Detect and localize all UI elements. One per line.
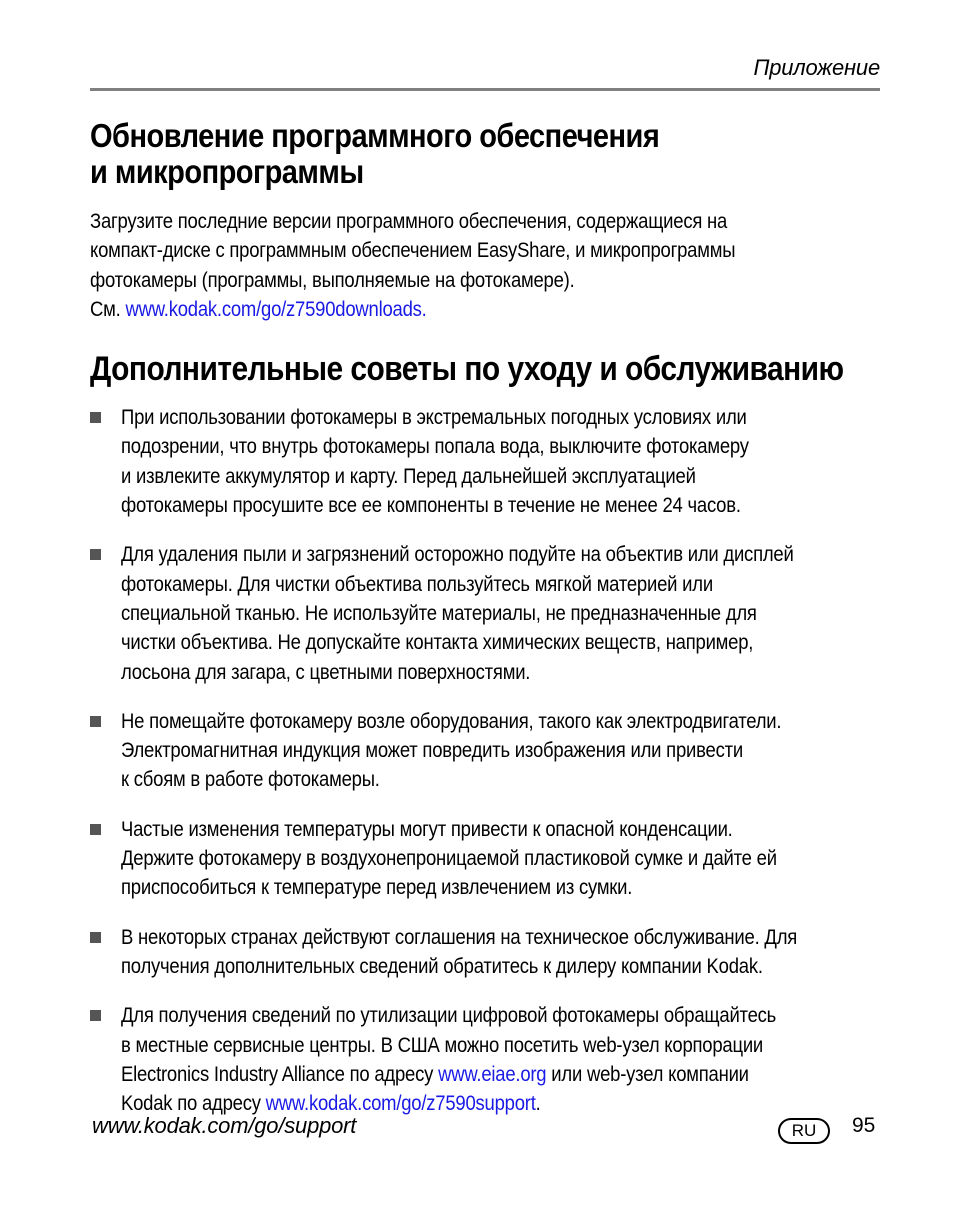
item-line: или web-узел компании bbox=[551, 1062, 749, 1086]
footer-url: www.kodak.com/go/support bbox=[92, 1113, 357, 1138]
section-title-software-update bbox=[90, 118, 706, 190]
item-line: лосьона для загара, с цветными поверхностями. bbox=[121, 660, 531, 684]
square-bullet-icon bbox=[90, 932, 101, 943]
see-label: См. bbox=[90, 297, 121, 321]
paragraph-line: фотокамеры (программы, выполняемые на фотокамере). bbox=[90, 268, 575, 292]
square-bullet-icon bbox=[90, 412, 101, 423]
item-line: Для получения сведений по утилизации цифровой фотокамеры обращайтесь bbox=[121, 1004, 777, 1028]
item-line: Электромагнитная индукция может повредить изображения или привести bbox=[121, 739, 743, 763]
item-line: Держите фотокамеру в воздухонепроницаемой пластиковой сумке и дайте ей bbox=[121, 847, 777, 871]
paragraph-line: Загрузите последние версии программного обеспечения, содержащиеся на bbox=[90, 210, 728, 233]
item-line: При использовании фотокамеры в экстремальных погодных условиях или bbox=[121, 406, 747, 430]
item-line: В некоторых странах действуют соглашения на техническое обслуживание. Для bbox=[121, 925, 798, 949]
software-update-paragraph bbox=[90, 207, 880, 324]
running-header: Приложение bbox=[753, 55, 880, 80]
item-line: фотокамеры просушите все ее компоненты в течение не менее 24 часов. bbox=[121, 494, 741, 518]
care-tips-list bbox=[90, 403, 880, 1118]
page-content bbox=[90, 118, 880, 1138]
item-line: Частые изменения температуры могут привести к опасной конденсации. bbox=[121, 817, 733, 841]
list-item bbox=[90, 923, 880, 982]
list-item bbox=[90, 707, 880, 795]
item-line-end: . bbox=[535, 1092, 541, 1116]
title-line: и микропрограммы bbox=[90, 153, 364, 190]
header-rule bbox=[90, 88, 880, 91]
list-item bbox=[90, 403, 880, 520]
item-line: приспособиться к температуре перед извлечением из сумки. bbox=[121, 876, 633, 900]
square-bullet-icon bbox=[90, 1010, 101, 1021]
downloads-link[interactable]: www.kodak.com/go/z7590downloads. bbox=[125, 297, 427, 321]
list-item bbox=[90, 1001, 880, 1118]
item-line: Не помещайте фотокамеру возле оборудования, такого как электродвигатели. bbox=[121, 709, 782, 733]
page-number: 95 bbox=[852, 1114, 876, 1137]
item-line: подозрении, что внутрь фотокамеры попала вода, выключите фотокамеру bbox=[121, 435, 749, 459]
item-line: чистки объектива. Не допускайте контакта химических веществ, например, bbox=[121, 631, 754, 655]
item-line: получения дополнительных сведений обратитесь к дилеру компании Kodak. bbox=[121, 954, 763, 978]
kodak-support-link[interactable]: www.kodak.com/go/z7590support bbox=[265, 1092, 536, 1116]
care-tips-section bbox=[90, 349, 880, 1118]
square-bullet-icon bbox=[90, 549, 101, 560]
square-bullet-icon bbox=[90, 716, 101, 727]
language-badge: RU bbox=[778, 1118, 830, 1144]
section-title-care-tips: Дополнительные советы по уходу и обслуживанию bbox=[90, 350, 844, 389]
list-item bbox=[90, 815, 880, 903]
item-line: в местные сервисные центры. В США можно посетить web-узел корпорации bbox=[121, 1033, 764, 1057]
eiae-link[interactable]: www.eiae.org bbox=[438, 1062, 547, 1086]
item-line: Electronics Industry Alliance по адресу bbox=[121, 1062, 434, 1086]
item-line: и извлеките аккумулятор и карту. Перед дальнейшей эксплуатацией bbox=[121, 464, 696, 488]
item-line: специальной тканью. Не используйте материалы, не предназначенные для bbox=[121, 601, 757, 625]
title-line: Обновление программного обеспечения bbox=[90, 117, 660, 154]
square-bullet-icon bbox=[90, 824, 101, 835]
list-item bbox=[90, 540, 880, 686]
paragraph-line: компакт-диске с программным обеспечением EasyShare, и микропрограммы bbox=[90, 239, 736, 263]
item-line: фотокамеры. Для чистки объектива пользуйтесь мягкой материей или bbox=[121, 572, 713, 596]
item-line: Kodak по адресу bbox=[121, 1092, 261, 1116]
item-line: Для удаления пыли и загрязнений осторожно подуйте на объектив или дисплей bbox=[121, 543, 794, 567]
item-line: к сбоям в работе фотокамеры. bbox=[121, 768, 380, 792]
